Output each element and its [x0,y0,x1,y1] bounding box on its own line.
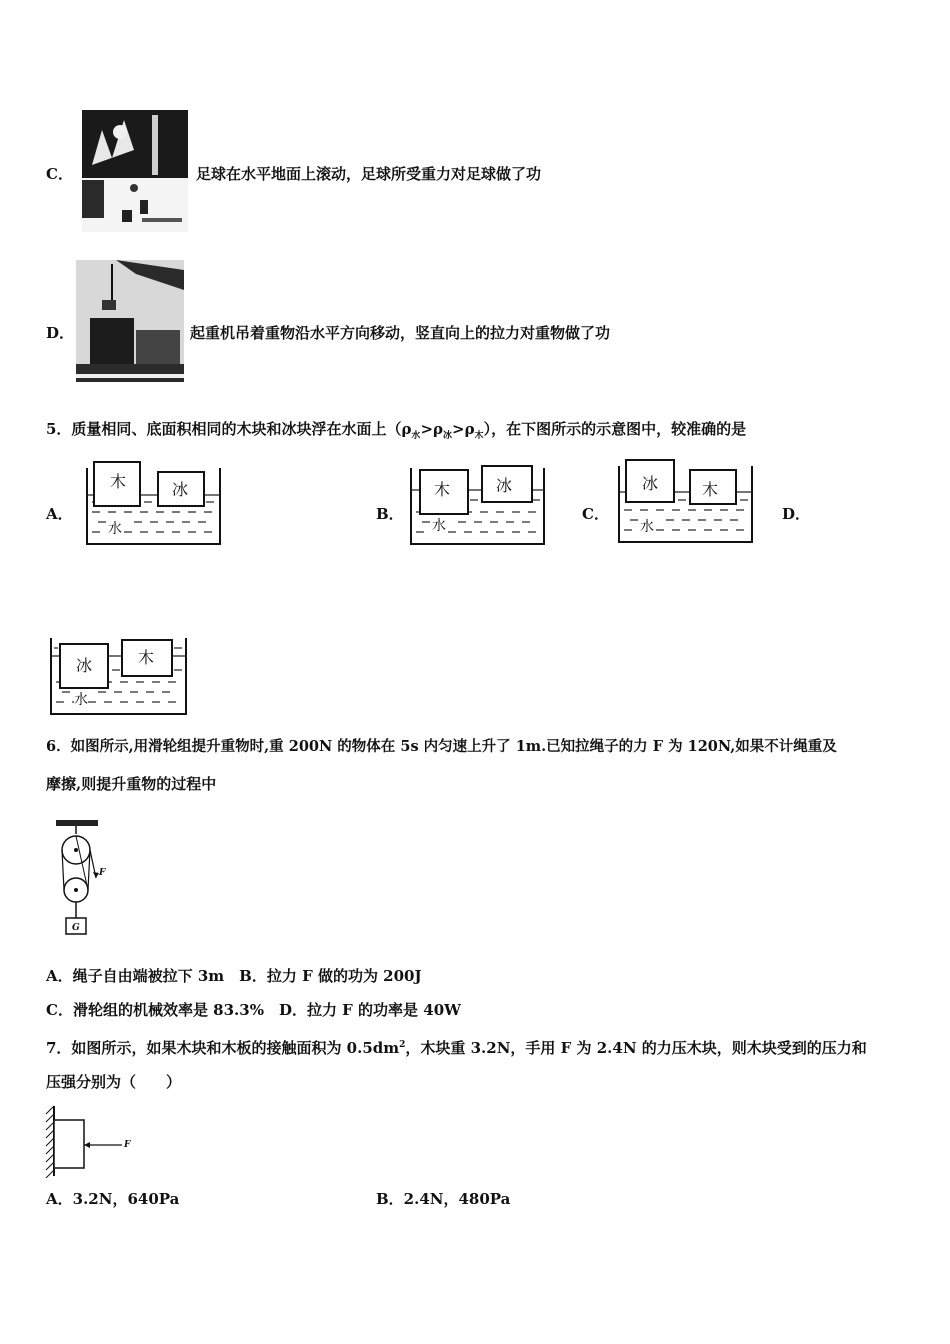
q5-d-water-label: 水 [74,692,88,708]
crane-photo [76,260,184,382]
q5-d-ice-label: 冰 [76,656,93,675]
q4-option-d-label: D． [46,324,75,342]
q7-option-b: B．2.4N，480Pa [376,1190,511,1208]
q5-sub-ice: 冰 [442,431,452,441]
q5-option-d-label: D． [782,505,811,523]
q4-option-d-text: 起重机吊着重物沿水平方向移动，竖直向上的拉力对重物做了功 [190,324,611,342]
q5-figure-c [616,456,756,546]
wall-force-label: F [124,1140,131,1150]
football-photo-image [82,110,188,232]
q5-figure-a [84,458,224,548]
q5-option-b-label: B． [376,505,404,523]
q5-stem [46,419,746,446]
crane-photo-image [76,260,184,382]
q7-stem-line1-a: 7．如图所示，如果木块和木板的接触面积为 0.5dm [46,1039,400,1057]
q7-stem-line1-b: ，木块重 3.2N，手用 F 为 2.4N 的力压木块，则木块受到的压力和 [405,1039,867,1057]
q5-d-wood-label: 木 [138,648,155,667]
pulley-weight-label: G [72,923,80,933]
q5-sub-wood: 木 [474,431,484,441]
q5-c-wood-label: 木 [702,480,719,499]
q5-sub-water: 水 [411,431,421,441]
q6-options-line2: C．滑轮组的机械效率是 83.3% D．拉力 F 的功率是 40W [46,1001,461,1019]
q7-option-a: A．3.2N，640Pa [46,1190,180,1208]
q5-c-water-label: 水 [640,519,654,535]
q4-option-c-text: 足球在水平地面上滚动，足球所受重力对足球做了功 [196,165,542,183]
q5-gt2: >ρ [452,420,475,438]
q7-stem-sup: 2 [399,1040,406,1050]
q7-stem-line1 [46,1035,867,1058]
q5-b-ice-label: 冰 [496,476,513,495]
q4-option-c-label: C． [46,165,73,183]
q5-figure-d [48,630,190,720]
q6-stem-line2: 摩擦,则提升重物的过程中 [46,775,217,793]
q7-stem-line2: 压强分别为（ ） [46,1073,182,1091]
q5-stem-prefix: 5．质量相同、底面积相同的木块和冰块浮在水面上（ρ [46,420,412,438]
wall-block-diagram [44,1104,136,1178]
pulley-force-label: F [99,868,106,878]
pulley-diagram [52,818,122,942]
q5-gt1: >ρ [420,420,443,438]
q5-option-c-label: C． [582,505,609,523]
q5-b-wood-label: 木 [434,480,451,499]
q5-stem-suffix: ），在下图所示的示意图中，较准确的是 [483,420,747,438]
q5-c-ice-label: 冰 [642,474,659,493]
q5-a-ice-label: 冰 [172,480,189,499]
q6-options-line1: A．绳子自由端被拉下 3m B．拉力 F 做的功为 200J [46,967,422,985]
q5-a-water-label: 水 [108,521,122,537]
q6-stem-line1: 6．如图所示,用滑轮组提升重物时,重 200N 的物体在 5s 内匀速上升了 1m.已知拉绳子的力 F 为 120N,如果不计绳重及 [46,738,837,755]
q5-a-wood-label: 木 [110,472,127,491]
q5-option-a-label: A． [46,505,73,523]
q5-figure-b [408,460,548,550]
football-photo [82,110,188,232]
q5-b-water-label: 水 [432,518,446,534]
